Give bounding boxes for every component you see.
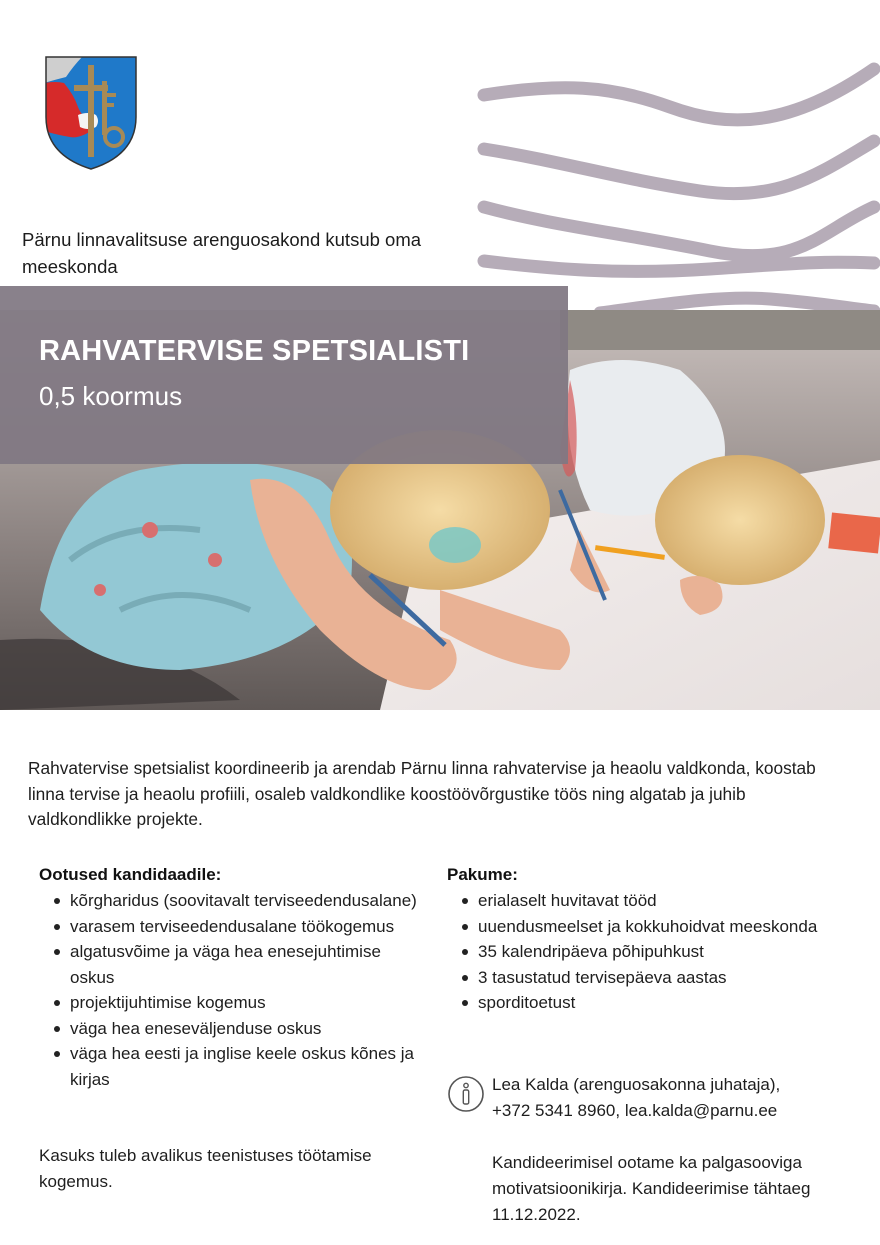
list-item: projektijuhtimise kogemus bbox=[40, 990, 430, 1016]
list-item: sporditoetust bbox=[448, 990, 818, 1016]
requirements-heading: Ootused kandidaadile: bbox=[39, 865, 222, 884]
advantage-note: Kasuks tuleb avalikus teenistuses töötamise kogemus. bbox=[39, 1146, 372, 1191]
contact-person: Lea Kalda (arenguosakonna juhataja), bbox=[492, 1075, 781, 1094]
list-item: kõrgharidus (soovitavalt terviseedendusalane) bbox=[40, 888, 430, 914]
list-item: väga hea eneseväljenduse oskus bbox=[40, 1016, 430, 1042]
contact-info bbox=[492, 1072, 852, 1124]
job-title: RAHVATERVISE SPETSIALISTI bbox=[39, 335, 470, 367]
offer-heading: Pakume: bbox=[447, 865, 518, 884]
list-item: 35 kalendripäeva põhipuhkust bbox=[448, 939, 818, 965]
requirements-list bbox=[40, 888, 430, 1092]
info-icon bbox=[447, 1075, 485, 1113]
contact-phone-email: +372 5341 8960, lea.kalda@parnu.ee bbox=[492, 1101, 778, 1120]
list-item: erialaselt huvitavat tööd bbox=[448, 888, 818, 914]
offer-list bbox=[448, 888, 818, 1016]
list-item: algatusvõime ja väga hea enesejuhtimise oskus bbox=[40, 939, 430, 990]
list-item: varasem terviseedendusalane töökogemus bbox=[40, 914, 430, 940]
job-description: Rahvatervise spetsialist koordineerib ja arendab Pärnu linna rahvatervise ja heaolu valdkonda, koostab linna tervise ja heaolu profiili, osaleb valdkondlike koostöövõrgustike töös ning algatab ja juhib valdkondlikke projekte. bbox=[28, 758, 816, 829]
list-item: väga hea eesti ja inglise keele oskus kõnes ja kirjas bbox=[40, 1041, 430, 1092]
application-note: Kandideerimisel ootame ka palgasooviga motivatsioonikirja. Kandideerimise tähtaeg 11.12.2022. bbox=[492, 1153, 811, 1224]
list-item: uuendusmeelset ja kokkuhoidvat meeskonda bbox=[448, 914, 818, 940]
list-item: 3 tasustatud tervisepäeva aastas bbox=[448, 965, 818, 991]
title-banner bbox=[0, 286, 568, 464]
parnu-coat-of-arms-logo bbox=[44, 55, 138, 171]
intro-text: Pärnu linnavalitsuse arenguosakond kutsub oma meeskonda bbox=[22, 229, 422, 277]
job-workload: 0,5 koormus bbox=[39, 381, 183, 411]
